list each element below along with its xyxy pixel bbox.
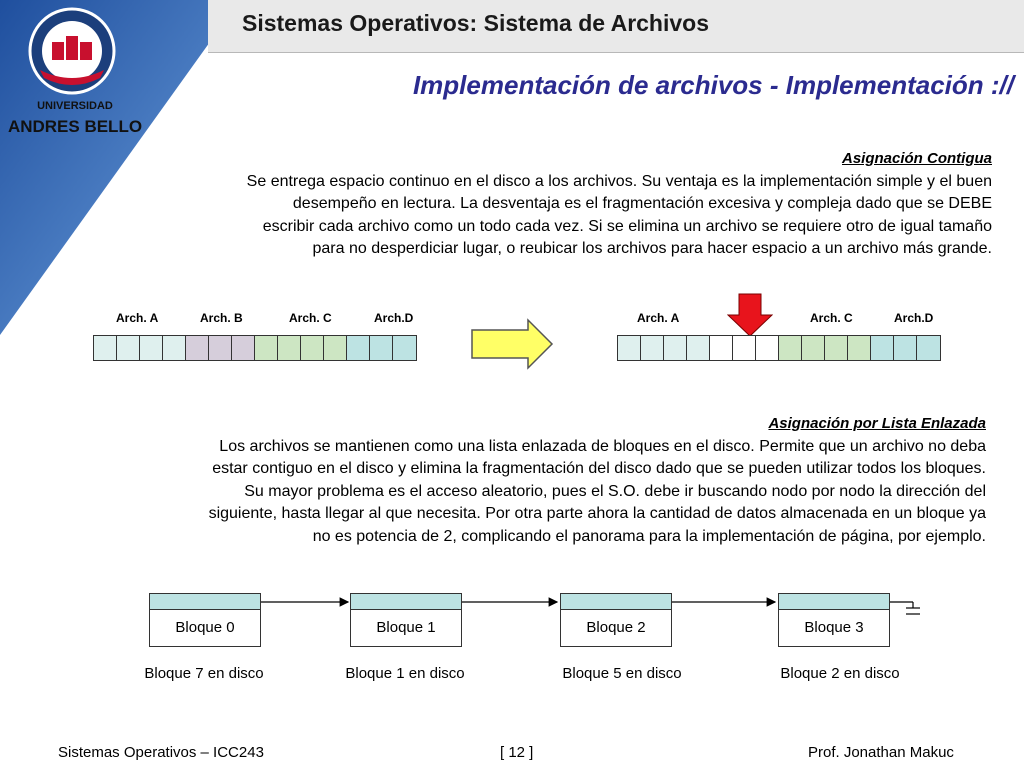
- disk-block-arch-d: [393, 336, 416, 360]
- list-node: [778, 593, 890, 647]
- node-pointer-field: [351, 594, 461, 610]
- header-title: Sistemas Operativos: Sistema de Archivos: [242, 10, 710, 36]
- footer-author: Prof. Jonathan Makuc: [808, 744, 954, 761]
- disk-block-arch-d: [871, 336, 894, 360]
- node-pointer-field: [561, 594, 671, 610]
- list-node: [560, 593, 672, 647]
- disk-block-arch-b: [209, 336, 232, 360]
- disk-block-arch-a: [163, 336, 186, 360]
- disk-block-arch-a: [687, 336, 710, 360]
- label-arch-a-after: Arch. A: [637, 311, 680, 325]
- disk-block-arch-c: [255, 336, 278, 360]
- node-label: Bloque 3: [804, 619, 864, 636]
- label-arch-c-after: Arch. C: [810, 311, 853, 325]
- disk-block-arch-a: [117, 336, 140, 360]
- footer-course: Sistemas Operativos – ICC243: [58, 744, 264, 761]
- disk-block-arch-a: [664, 336, 687, 360]
- disk-block-arch-d: [370, 336, 393, 360]
- disk-block-arch-a: [140, 336, 163, 360]
- paragraph-enlazada: [209, 436, 986, 548]
- text-line: Los archivos se mantienen como una lista enlazada de bloques en el disco. Permite que un archivo no deba: [219, 438, 986, 455]
- node-label: Bloque 2: [586, 619, 646, 636]
- node-caption: Bloque 2 en disco: [780, 665, 900, 682]
- disk-block-free: [733, 336, 756, 360]
- text-line: escribir cada archivo como un todo cada vez. Si se elimina un archivo se requiere otro de igual tamaño: [262, 217, 992, 235]
- disk-block-arch-c: [802, 336, 825, 360]
- disk-block-arch-b: [232, 336, 255, 360]
- label-arch-d-after: Arch.D: [894, 311, 934, 325]
- node-label: Bloque 1: [376, 619, 436, 636]
- transition-arrow-icon: [470, 318, 554, 370]
- list-node: [149, 593, 261, 647]
- text-line: desempeño en lectura. La desventaja es el fragmentación excesiva y compleja dado que se DEBE: [292, 195, 992, 213]
- disk-block-arch-a: [94, 336, 117, 360]
- logo-text-andres-bello: ANDRES BELLO: [7, 117, 143, 136]
- text-line: para no desperdiciar lugar, o reubicar los archivos para hacer espacio a un archivo más grande.: [312, 240, 992, 258]
- text-line: siguiente, hasta llegar al que necesita. Por otra parte ahora la cantidad de datos almacenada en un bloque ya: [208, 505, 986, 523]
- disk-block-arch-c: [848, 336, 871, 360]
- label-arch-d: Arch.D: [374, 311, 414, 325]
- label-arch-b: Arch. B: [200, 311, 243, 325]
- text-line: Se entrega espacio continuo en el disco a los archivos. Su ventaja es la implementación simple y el buen: [246, 173, 992, 190]
- label-arch-c: Arch. C: [289, 311, 332, 325]
- heading-contigua: Asignación Contigua: [842, 150, 992, 167]
- disk-block-arch-c: [825, 336, 848, 360]
- disk-after: [617, 335, 941, 361]
- node-pointer-field: [150, 594, 260, 610]
- university-logo: [0, 4, 150, 136]
- footer-page-number: [ 12 ]: [500, 744, 534, 761]
- slide-subtitle: Implementación de archivos - Implementación ://: [412, 70, 1014, 100]
- disk-before: [93, 335, 417, 361]
- disk-block-arch-a: [641, 336, 664, 360]
- disk-block-arch-c: [324, 336, 347, 360]
- label-arch-a: Arch. A: [116, 311, 159, 325]
- disk-block-arch-b: [186, 336, 209, 360]
- heading-enlazada: Asignación por Lista Enlazada: [768, 415, 986, 432]
- disk-block-arch-c: [301, 336, 324, 360]
- paragraph-contigua: [247, 171, 992, 261]
- node-caption: Bloque 7 en disco: [144, 665, 264, 682]
- text-line: no es potencia de 2, complicando el panorama para la implementación de página, por ejemplo.: [312, 527, 986, 545]
- disk-block-arch-c: [779, 336, 802, 360]
- logo-text-universidad: UNIVERSIDAD: [37, 100, 113, 112]
- disk-block-free: [756, 336, 779, 360]
- disk-block-arch-d: [347, 336, 370, 360]
- disk-block-arch-d: [917, 336, 940, 360]
- node-caption: Bloque 5 en disco: [562, 665, 682, 682]
- list-node: [350, 593, 462, 647]
- text-line: estar contiguo en el disco y elimina la fragmentación del disco dado que se pueden utilizar todos los bloques.: [212, 460, 986, 478]
- node-label: Bloque 0: [175, 619, 235, 636]
- node-pointer-field: [779, 594, 889, 610]
- disk-block-arch-c: [278, 336, 301, 360]
- university-seal-icon: [0, 4, 150, 104]
- text-line: Su mayor problema es el acceso aleatorio, pues el S.O. debe ir buscando nodo por nodo la dirección del: [244, 482, 986, 500]
- disk-block-free: [710, 336, 733, 360]
- disk-block-arch-a: [618, 336, 641, 360]
- node-caption: Bloque 1 en disco: [345, 665, 465, 682]
- disk-block-arch-d: [894, 336, 917, 360]
- down-arrow-icon: [727, 293, 773, 337]
